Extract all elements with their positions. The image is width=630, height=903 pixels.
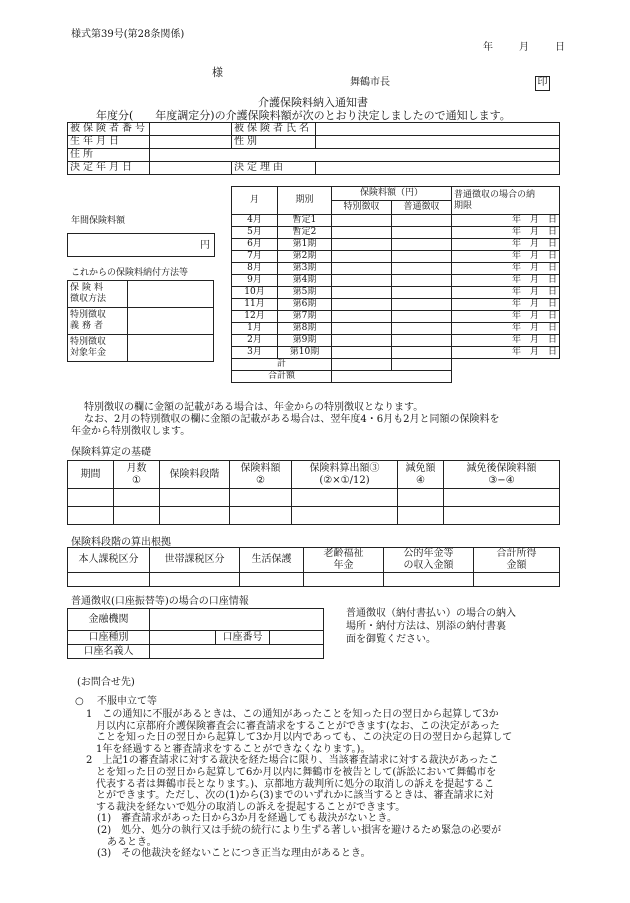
col-month: 月 bbox=[232, 187, 278, 215]
col-normal: 普通徴収 bbox=[392, 201, 452, 215]
address-value bbox=[150, 149, 560, 162]
appeal-line: する裁決を経ないで処分の取消しの訴えを提起することができます。 bbox=[96, 801, 406, 813]
account-table bbox=[67, 608, 324, 659]
contact-label: (お問合せ先) bbox=[77, 677, 135, 688]
schedule-period: 第9期 bbox=[278, 335, 332, 347]
schedule-month: 5月 bbox=[232, 227, 278, 239]
schedule-row bbox=[232, 251, 560, 263]
schedule-row bbox=[232, 347, 560, 359]
schedule-normal-amount bbox=[392, 275, 452, 287]
appeal-title: 不服申立て等 bbox=[97, 696, 157, 707]
schedule-month: 12月 bbox=[232, 311, 278, 323]
collector-value bbox=[128, 308, 214, 335]
method-label: 保険料 徴収方法 bbox=[68, 281, 128, 308]
note-line-1: 特別徴収の欄に金額の記載がある場合は、年金からの特別徴収となります。 bbox=[84, 402, 424, 413]
account-holder-label: 口座名義人 bbox=[68, 645, 150, 659]
schedule-month: 7月 bbox=[232, 251, 278, 263]
account-title: 普通徴収(口座振替等)の場合の口座情報 bbox=[71, 596, 249, 607]
basis-header: 保険料段階 bbox=[160, 461, 230, 489]
schedule-due-date: 年 月 日 bbox=[452, 299, 560, 311]
schedule-month: 6月 bbox=[232, 239, 278, 251]
pension-label: 特別徴収 対象年金 bbox=[68, 335, 128, 362]
schedule-period: 第8期 bbox=[278, 323, 332, 335]
note-line-2: なお、2月の特別徴収の欄に金額の記載がある場合は、翌年度4・6月も2月と同額の保険料を bbox=[84, 414, 500, 425]
insured-number-value bbox=[150, 123, 232, 136]
schedule-period: 第3期 bbox=[278, 263, 332, 275]
schedule-period: 第6期 bbox=[278, 299, 332, 311]
schedule-period: 第5期 bbox=[278, 287, 332, 299]
appeal-line: 代表する者は舞鶴市長となります。)、京都地方裁判所に処分の取消しの訴えを提起するこ bbox=[96, 778, 495, 790]
schedule-row bbox=[232, 239, 560, 251]
stage-title: 保険料段階の算出根拠 bbox=[71, 537, 171, 548]
basis-header: 月数 ① bbox=[114, 461, 160, 489]
official-seal: 印 bbox=[535, 76, 550, 91]
appeal-line: 1年を経過すると審査請求をすることができなくなります。)。 bbox=[96, 743, 371, 755]
schedule-row bbox=[232, 215, 560, 227]
appeal-line: (3) その他裁決を経ないことにつき正当な理由があるとき。 bbox=[97, 848, 371, 860]
schedule-normal-amount bbox=[392, 311, 452, 323]
form-number: 様式第39号(第28条関係) bbox=[71, 29, 185, 40]
schedule-period: 第2期 bbox=[278, 251, 332, 263]
payment-note-line-1: 普通徴収（納付書払い）の場合の納入 bbox=[346, 608, 516, 619]
note-line-3: 年金から特別徴収します。 bbox=[71, 426, 191, 437]
schedule-due-date: 年 月 日 bbox=[452, 347, 560, 359]
schedule-due-date: 年 月 日 bbox=[452, 239, 560, 251]
decision-date-value bbox=[150, 162, 232, 175]
schedule-due-date: 年 月 日 bbox=[452, 323, 560, 335]
schedule-special-amount bbox=[332, 239, 392, 251]
stage-header: 生活保護 bbox=[240, 548, 304, 573]
schedule-due-date: 年 月 日 bbox=[452, 287, 560, 299]
schedule-month: 3月 bbox=[232, 347, 278, 359]
address-label: 住所 bbox=[68, 149, 150, 162]
sex-value bbox=[316, 136, 560, 149]
total-label: 計 bbox=[232, 359, 332, 371]
schedule-row bbox=[232, 263, 560, 275]
basis-header: 減免後保険料額 ③−④ bbox=[444, 461, 560, 489]
total-special bbox=[332, 359, 392, 371]
schedule-due-date: 年 月 日 bbox=[452, 251, 560, 263]
schedule-due-date: 年 月 日 bbox=[452, 275, 560, 287]
schedule-special-amount bbox=[332, 335, 392, 347]
schedule-special-amount bbox=[332, 311, 392, 323]
schedule-row bbox=[232, 275, 560, 287]
account-type-value bbox=[150, 631, 216, 645]
schedule-period: 暫定1 bbox=[278, 215, 332, 227]
schedule-special-amount bbox=[332, 323, 392, 335]
stage-header: 世帯課税区分 bbox=[150, 548, 240, 573]
schedule-month: 10月 bbox=[232, 287, 278, 299]
basis-title: 保険料算定の基礎 bbox=[71, 447, 151, 458]
total-normal bbox=[392, 359, 452, 371]
col-special: 特別徴収 bbox=[332, 201, 392, 215]
schedule-special-amount bbox=[332, 227, 392, 239]
schedule-month: 8月 bbox=[232, 263, 278, 275]
schedule-normal-amount bbox=[392, 287, 452, 299]
decision-date-label: 決定年月日 bbox=[68, 162, 150, 175]
basis-header: 保険料算出額③ (②×①/12) bbox=[292, 461, 398, 489]
payment-method-table bbox=[67, 280, 214, 362]
schedule-due-date: 年 月 日 bbox=[452, 227, 560, 239]
schedule-special-amount bbox=[332, 287, 392, 299]
col-due: 普通徴収の場合の納 期限 bbox=[452, 187, 560, 215]
schedule-normal-amount bbox=[392, 215, 452, 227]
issuer: 舞鶴市長 bbox=[350, 77, 390, 88]
schedule-row bbox=[232, 227, 560, 239]
method-value bbox=[128, 281, 214, 308]
col-amount: 保険料額（円） bbox=[332, 187, 452, 201]
appeal-line: とができます。ただし、次の(1)から(3)までのいずれかに該当するときは、審査請求に対 bbox=[96, 790, 494, 802]
schedule-normal-amount bbox=[392, 299, 452, 311]
schedule-row bbox=[232, 287, 560, 299]
schedule-special-amount bbox=[332, 251, 392, 263]
schedule-month: 9月 bbox=[232, 275, 278, 287]
schedule-normal-amount bbox=[392, 323, 452, 335]
document-title: 介護保険料納入通知書 bbox=[258, 96, 368, 109]
account-holder-value bbox=[150, 645, 324, 659]
schedule-special-amount bbox=[332, 215, 392, 227]
basis-header: 減免額 ④ bbox=[398, 461, 444, 489]
grand-total-label: 合計額 bbox=[232, 371, 332, 383]
schedule-special-amount bbox=[332, 263, 392, 275]
schedule-month: 1月 bbox=[232, 323, 278, 335]
schedule-period: 第4期 bbox=[278, 275, 332, 287]
intro-text: 年度分( 年度調定分)の介護保険料額が次のとおり決定しましたので通知します。 bbox=[96, 109, 511, 122]
schedule-normal-amount bbox=[392, 335, 452, 347]
insured-name-label: 被保険者氏名 bbox=[232, 123, 316, 136]
insured-name-value bbox=[316, 123, 560, 136]
decision-reason-value bbox=[316, 162, 560, 175]
schedule-special-amount bbox=[332, 347, 392, 359]
schedule-special-amount bbox=[332, 299, 392, 311]
appeal-line: (1) 審査請求があった日から3か月を経過しても裁決がないとき。 bbox=[97, 813, 398, 825]
annual-premium-unit: 円 bbox=[200, 240, 210, 251]
schedule-period: 第1期 bbox=[278, 239, 332, 251]
payment-note-line-3: 面を御覧ください。 bbox=[346, 634, 436, 645]
schedule-row bbox=[232, 323, 560, 335]
recipient-honorific: 様 bbox=[212, 66, 223, 79]
schedule-normal-amount bbox=[392, 347, 452, 359]
stage-header: 本人課税区分 bbox=[68, 548, 150, 573]
schedule-normal-amount bbox=[392, 263, 452, 275]
insured-info-table bbox=[67, 122, 560, 175]
birth-date-label: 生年月日 bbox=[68, 136, 150, 149]
annual-premium-label: 年間保険料額 bbox=[71, 216, 126, 226]
account-type-label: 口座種別 bbox=[68, 631, 150, 645]
date-month: 月 bbox=[519, 42, 529, 53]
schedule-due-date: 年 月 日 bbox=[452, 335, 560, 347]
schedule-row bbox=[232, 311, 560, 323]
schedule-normal-amount bbox=[392, 251, 452, 263]
schedule-period: 暫定2 bbox=[278, 227, 332, 239]
schedule-normal-amount bbox=[392, 239, 452, 251]
appeal-line: とを知った日の翌日から起算して6か月以内に舞鶴市を被告として(訴訟において舞鶴市を bbox=[96, 767, 497, 778]
appeal-line: あるとき。 bbox=[107, 836, 157, 848]
bank-label: 金融機関 bbox=[68, 609, 150, 631]
annual-premium-box bbox=[67, 233, 215, 257]
appeal-line: (2) 処分、処分の執行又は手続の続行により生ずる著しい損害を避けるため緊急の必要が bbox=[97, 825, 502, 836]
appeal-line: 月以内に京都府介護保険審査会に審査請求をすることができます(なお、この決定があった bbox=[96, 720, 500, 732]
payment-schedule-table bbox=[231, 186, 560, 383]
schedule-due-date: 年 月 日 bbox=[452, 263, 560, 275]
bank-value bbox=[150, 609, 324, 631]
stage-header: 公的年金等 の収入金額 bbox=[384, 548, 474, 573]
schedule-period: 第7期 bbox=[278, 311, 332, 323]
collector-label: 特別徴収 義務者 bbox=[68, 308, 128, 335]
sex-label: 性別 bbox=[232, 136, 316, 149]
schedule-row bbox=[232, 299, 560, 311]
appeal-line: 2 上記1の審査請求に対する裁決を経た場合に限り、当該審査請求に対する裁決があったこ bbox=[86, 755, 499, 767]
stage-basis-table bbox=[67, 547, 560, 587]
col-period: 期別 bbox=[278, 187, 332, 215]
stage-header: 合計所得 金額 bbox=[474, 548, 560, 573]
pension-value bbox=[128, 335, 214, 362]
schedule-month: 2月 bbox=[232, 335, 278, 347]
schedule-month: 4月 bbox=[232, 215, 278, 227]
schedule-row bbox=[232, 335, 560, 347]
decision-reason-label: 決定理由 bbox=[232, 162, 316, 175]
date-day: 日 bbox=[555, 42, 565, 53]
payment-note-line-2: 場所・納付方法は、別添の納付書裏 bbox=[346, 621, 506, 632]
account-number-value bbox=[270, 631, 324, 645]
basis-header: 保険料額 ② bbox=[230, 461, 292, 489]
date-year: 年 bbox=[483, 42, 493, 53]
basis-header: 期間 bbox=[68, 461, 114, 489]
appeal-mark: ○ bbox=[75, 696, 84, 707]
account-number-label: 口座番号 bbox=[216, 631, 270, 645]
schedule-special-amount bbox=[332, 275, 392, 287]
basis-table bbox=[67, 460, 560, 525]
schedule-month: 11月 bbox=[232, 299, 278, 311]
appeal-line: ことを知った日の翌日から起算して3か月以内であっても、この決定の日の翌日から起算して bbox=[96, 732, 513, 744]
schedule-period: 第10期 bbox=[278, 347, 332, 359]
schedule-normal-amount bbox=[392, 227, 452, 239]
schedule-due-date: 年 月 日 bbox=[452, 311, 560, 323]
insured-number-label: 被保険者番号 bbox=[68, 123, 150, 136]
payment-method-label: これからの保険料納付方法等 bbox=[71, 268, 189, 278]
grand-total-value bbox=[332, 371, 452, 383]
birth-date-value bbox=[150, 136, 232, 149]
appeal-line: 1 この通知に不服があるときは、この通知があったことを知った日の翌日から起算して3か bbox=[86, 709, 499, 720]
stage-header: 老齢福祉 年金 bbox=[304, 548, 384, 573]
schedule-due-date: 年 月 日 bbox=[452, 215, 560, 227]
